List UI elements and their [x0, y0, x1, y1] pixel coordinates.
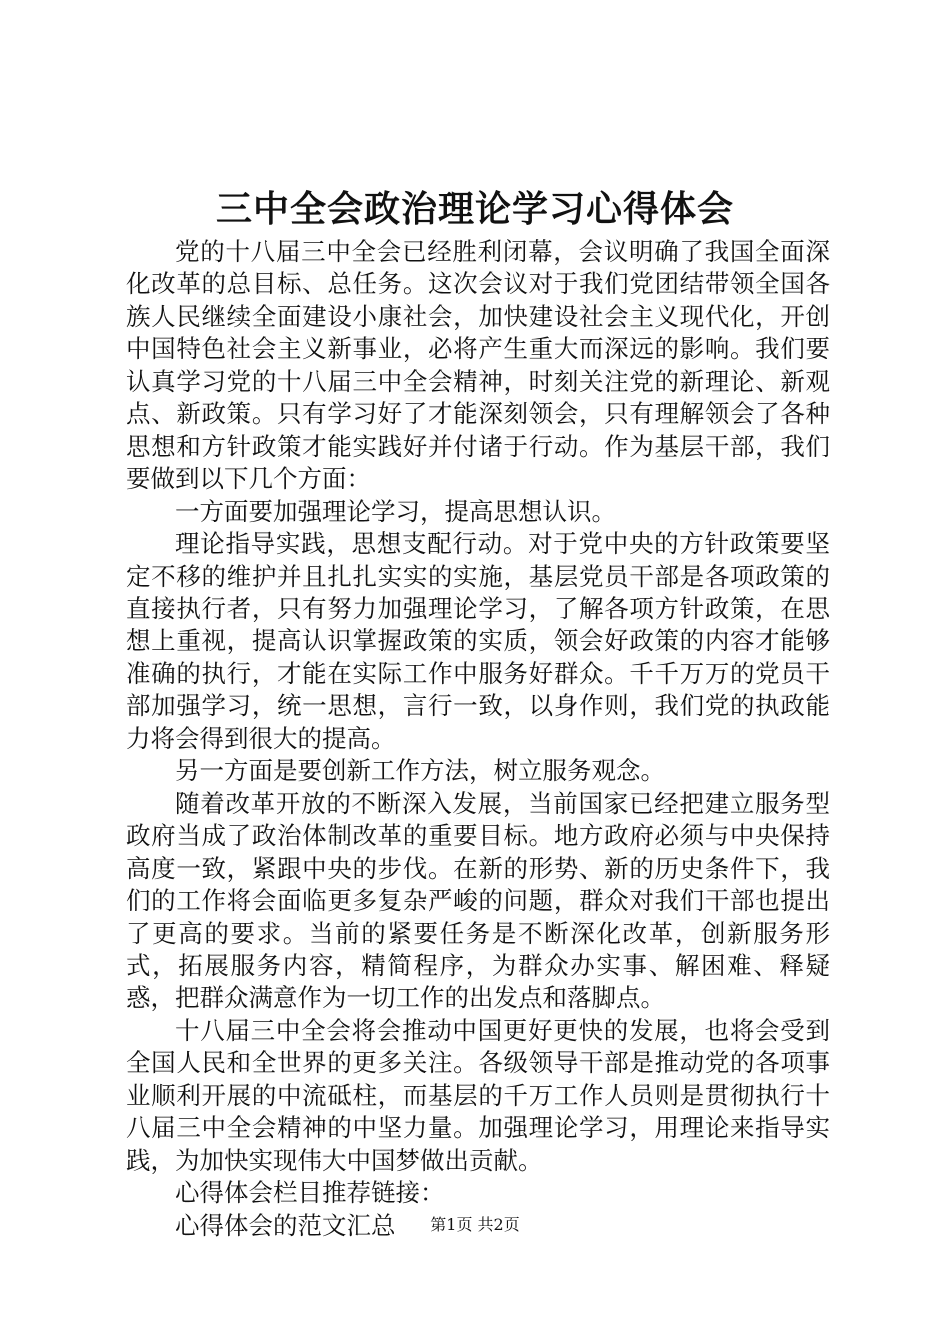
recommended-links-label: 心得体会栏目推荐链接： — [175, 1178, 445, 1208]
paragraph-intro: 党的十八届三中全会已经胜利闭幕，会议明确了我国全面深化改革的总目标、总任务。这次会议对于我们党团结带领全国各族人民继续全面建设小康社会，加快建设社会主义现代化，开创中国特色社会主义新事业，必将产生重大而深远的影响。我们要认真学习党的十八届三中全会精神，时刻关注党的新理论、新观点、新政策。只有学习好了才能深刻领会，只有理解领会了各种思想和方针政策才能实践好并付诸于行动。作为基层干部，我们要做到以下几个方面： — [126, 237, 830, 494]
paragraph-point-one-body: 理论指导实践，思想支配行动。对于党中央的方针政策要坚定不移的维护并且扎扎实实的实施，基层党员干部是各项政策的直接执行者，只有努力加强理论学习，了解各项方针政策，在思想上重视，提高认识掌握政策的实质，领会好政策的内容才能够准确的执行，才能在实际工作中服务好群众。千千万万的党员干部加强学习，统一思想，言行一致，以身作则，我们党的执政能力将会得到很大的提高。 — [126, 529, 830, 753]
paragraph-conclusion: 十八届三中全会将会推动中国更好更快的发展，也将会受到全国人民和全世界的更多关注。各级领导干部是推动党的各项事业顺利开展的中流砥柱，而基层的千万工作人员则是贯彻执行十八届三中全会精神的中坚力量。加强理论学习，用理论来指导实践，为加快实现伟大中国梦做出贡献。 — [126, 1015, 830, 1175]
paragraph-point-one-heading: 一方面要加强理论学习，提高思想认识。 — [175, 496, 616, 526]
paragraph-point-two-body: 随着改革开放的不断深入发展，当前国家已经把建立服务型政府当成了政治体制改革的重要目标。地方政府必须与中央保持高度一致，紧跟中央的步伐。在新的形势、新的历史条件下，我们的工作将会面临更多复杂严峻的问题，群众对我们干部也提出了更高的要求。当前的紧要任务是不断深化改革，创新服务形式，拓展服务内容，精简程序，为群众办实事、解困难、释疑惑，把群众满意作为一切工作的出发点和落脚点。 — [126, 788, 830, 1013]
page-footer: 第1页 共2页 — [430, 1215, 520, 1234]
document-body — [126, 236, 830, 1242]
recommended-link-item[interactable]: 心得体会的范文汇总 — [175, 1210, 396, 1240]
document-title: 三中全会政治理论学习心得体会 — [215, 188, 734, 230]
paragraph-point-two-heading: 另一方面是要创新工作方法，树立服务观念。 — [175, 756, 665, 786]
